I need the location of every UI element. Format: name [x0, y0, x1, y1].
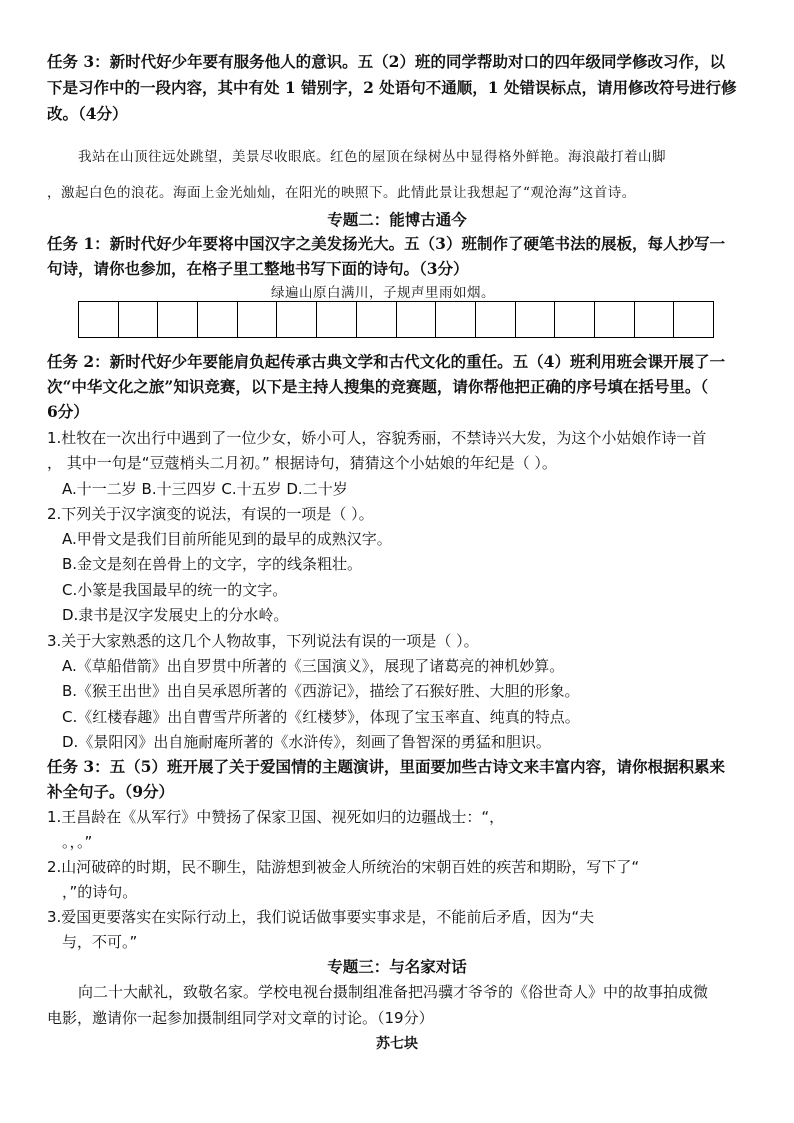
t3-intro-line1: 向二十大献礼，致敬名家。学校电视台摄制组准备把冯骥才爷爷的《俗世奇人》中的故事拍成微	[78, 983, 709, 1001]
t2-task3-heading-line1: 任务 3：五（5）班开展了关于爱国情的主题演讲，里面要加些古诗文来丰富内容，请你根据积累来	[47, 757, 725, 776]
fill3-line1: 3.爱国更要落实在实际行动上，我们说话做事要实事求是，不能前后矛盾，因为“夫	[47, 908, 595, 926]
grid-cell[interactable]	[277, 302, 317, 337]
task3-heading-line2: 下是习作中的一段内容，其中有处 1 错别字，2 处语句不通顺，1 处错误标点，请用修改符号进行修	[47, 78, 737, 97]
q3-stem: 3.关于大家熟悉的这几个人物故事，下列说法有误的一项是（ ）。	[47, 632, 479, 650]
q2-option-c: C.小篆是我国最早的统一的文字。	[62, 581, 288, 599]
q2-option-a: A.甲骨文是我们目前所能见到的最早的成熟汉字。	[62, 530, 392, 548]
q2-option-d: D.隶书是汉字发展史上的分水岭。	[62, 606, 289, 624]
t2-task2-heading-line1: 任务 2：新时代好少年要能肩负起传承古典文学和古代文化的重任。五（4）班利用班会课开展了一	[47, 352, 725, 371]
grid-cell[interactable]	[119, 302, 159, 337]
grid-cell[interactable]	[436, 302, 476, 337]
task3-heading-line3: 改。（4分）	[47, 104, 128, 123]
grid-cell[interactable]	[516, 302, 556, 337]
grid-cell[interactable]	[198, 302, 238, 337]
t2-task3-heading-line2: 补全句子。（9分）	[47, 782, 175, 801]
topic2-title: 专题二：能博古通今	[327, 210, 467, 229]
passage-line1: 我站在山顶往远处跳望，美景尽收眼底。红色的屋顶在绿树丛中显得格外鲜艳。海浪敲打着山脚	[78, 149, 666, 165]
grid-cell[interactable]	[397, 302, 437, 337]
fill2-line1: 2.山河破碎的时期，民不聊生，陆游想到被金人所统治的宋朝百姓的疾苦和期盼，写下了“	[47, 858, 640, 876]
q1-options: A.十一二岁 B.十三四岁 C.十五岁 D.二十岁	[62, 480, 348, 498]
grid-cell[interactable]	[238, 302, 278, 337]
grid-cell[interactable]	[357, 302, 397, 337]
grid-cell[interactable]	[555, 302, 595, 337]
fill1-line2: 。，。”	[62, 833, 93, 851]
grid-cell[interactable]	[595, 302, 635, 337]
q2-stem: 2.下列关于汉字演变的说法，有误的一项是（ ）。	[47, 505, 374, 523]
t2-task1-heading-line1: 任务 1：新时代好少年要将中国汉字之美发扬光大。五（3）班制作了硬笔书法的展板，每人抄写一	[47, 234, 725, 253]
t3-intro-line2: 电影，邀请你一起参加摄制组同学对文章的讨论。（19分）	[47, 1009, 434, 1027]
grid-cell[interactable]	[158, 302, 198, 337]
grid-cell[interactable]	[635, 302, 675, 337]
t2-task2-heading-line3: 6分）	[47, 402, 89, 421]
q3-option-b: B.《猴王出世》出自吴承恩所著的《西游记》，描绘了石猴好胜、大胆的形象。	[62, 682, 580, 700]
grid-cell[interactable]	[79, 302, 119, 337]
topic3-title: 专题三：与名家对话	[327, 957, 467, 976]
q1-line1: 1.杜牧在一次出行中遇到了一位少女，娇小可人，容貌秀丽，不禁诗兴大发，为这个小姑娘作诗一首	[47, 429, 707, 447]
q1-line2: ， 其中一句是“豆蔻梢头二月初。” 根据诗句，猜猜这个小姑娘的年纪是（ ）。	[47, 454, 557, 472]
q3-option-d: D.《景阳冈》出自施耐庵所著的《水浒传》，刻画了鲁智深的勇猛和胆识。	[62, 733, 551, 751]
q3-option-c: C.《红楼春趣》出自曹雪芹所著的《红楼梦》，体现了宝玉率直、纯真的特点。	[62, 708, 580, 726]
task3-heading-line1: 任务 3：新时代好少年要有服务他人的意识。五（2）班的同学帮助对口的四年级同学修改习作，以	[47, 52, 725, 71]
grid-cell[interactable]	[317, 302, 357, 337]
q3-option-a: A.《草船借箭》出自罗贯中所著的《三国演义》，展现了诸葛亮的神机妙算。	[62, 657, 565, 675]
q2-option-b: B.金文是刻在兽骨上的文字，字的线条粗壮。	[62, 555, 363, 573]
story-title: 苏七块	[376, 1036, 418, 1052]
grid-cell[interactable]	[674, 302, 713, 337]
passage-line2: ，激起白色的浪花。海面上金光灿灿，在阳光的映照下。此情此景让我想起了“观沧海”这首诗。	[47, 185, 636, 201]
fill1-line1: 1.王昌龄在《从军行》中赞扬了保家卫国、视死如归的边疆战士：“，	[47, 808, 505, 826]
fill3-line2: 与，不可。”	[62, 933, 138, 951]
t2-task1-heading-line2: 句诗，请你也参加，在格子里工整地书写下面的诗句。（3分）	[47, 259, 469, 278]
fill2-line2: ，”的诗句。	[62, 883, 138, 901]
grid-cell[interactable]	[476, 302, 516, 337]
writing-grid[interactable]	[78, 301, 714, 338]
t2-task2-heading-line2: 次“中华文化之旅”知识竞赛，以下是主持人搜集的竞赛题，请你帮他把正确的序号填在括号里。（	[47, 377, 709, 396]
poem-line: 绿遍山原白满川，子规声里雨如烟。	[271, 285, 495, 301]
